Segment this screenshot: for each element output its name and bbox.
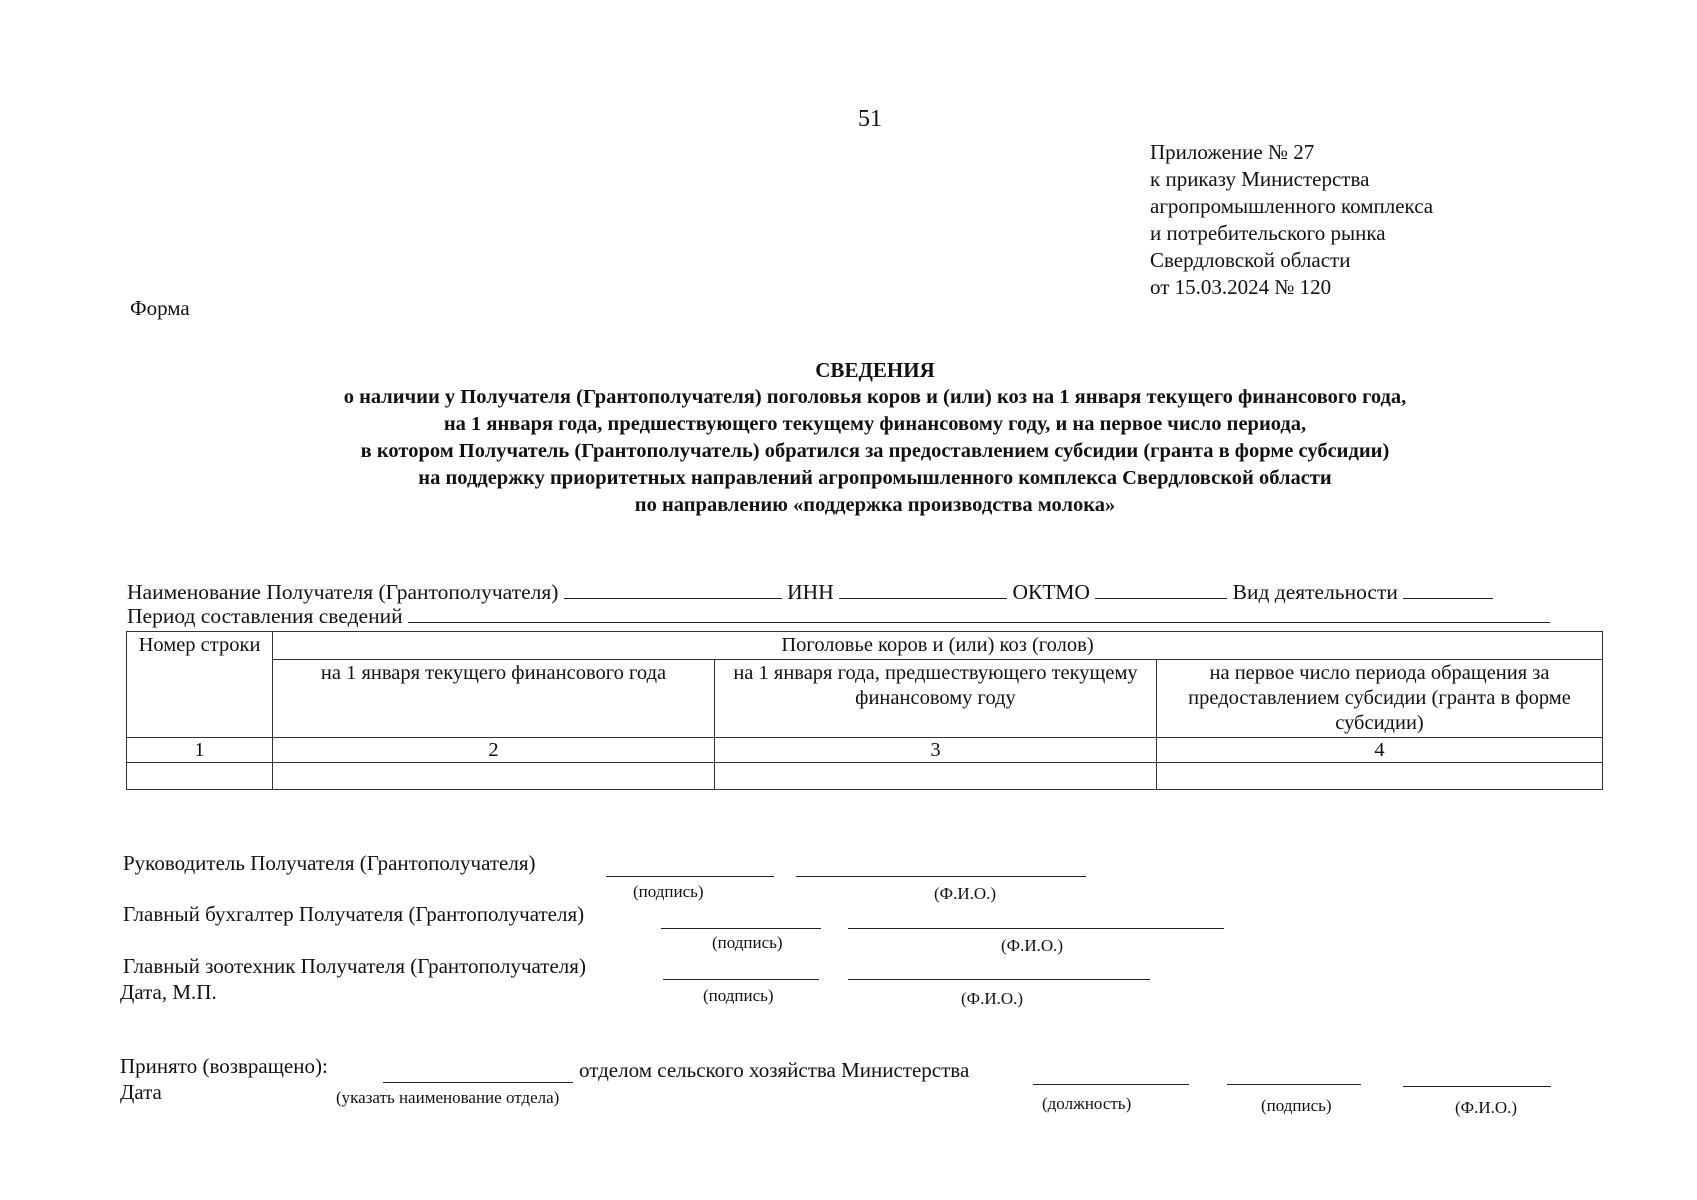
accountant-fio-field[interactable]	[848, 914, 1224, 929]
column-number: 2	[273, 738, 715, 763]
accepted-field[interactable]	[383, 1068, 573, 1083]
inn-label: ИНН	[787, 580, 834, 604]
period-field[interactable]	[408, 608, 1550, 623]
column-number: 4	[1157, 738, 1603, 763]
group-header: Поголовье коров и (или) коз (голов)	[273, 632, 1603, 660]
page-number: 51	[858, 106, 882, 132]
acceptance-fio-field[interactable]	[1403, 1072, 1551, 1087]
zootechnician-fio-hint: (Ф.И.О.)	[961, 989, 1024, 1008]
title-line: о наличии у Получателя (Грантополучателя) поголовья коров и (или) коз на 1 января текущего финансового года,	[343, 386, 1407, 408]
department-hint: (указать наименование отдела)	[336, 1088, 560, 1107]
date-stamp-label: Дата, М.П.	[120, 980, 217, 1004]
accountant-signature-label: Главный бухгалтер Получателя (Грантополучателя)	[123, 902, 585, 926]
head-signature-label: Руководитель Получателя (Грантополучателя)	[123, 851, 536, 875]
column-number: 1	[127, 738, 273, 763]
accountant-fio-hint: (Ф.И.О.)	[1001, 936, 1064, 955]
appendix-line: агропромышленного комплекса	[1150, 194, 1434, 218]
title-line: на поддержку приоритетных направлений агропромышленного комплекса Свердловской области	[418, 467, 1332, 489]
table-cell[interactable]	[127, 763, 273, 790]
oktmo-label: ОКТМО	[1012, 580, 1090, 604]
head-signature-field[interactable]	[606, 862, 774, 877]
accountant-signature-field[interactable]	[661, 914, 821, 929]
acceptance-signature-field[interactable]	[1227, 1070, 1361, 1085]
table-cell[interactable]	[715, 763, 1157, 790]
column-header: на 1 января года, предшествующего текущему финансовому году	[715, 660, 1157, 738]
accepted-label: Принято (возвращено):	[120, 1054, 328, 1078]
appendix-block	[1150, 139, 1433, 301]
zootechnician-signature-field[interactable]	[663, 965, 819, 980]
acceptance-fio-hint: (Ф.И.О.)	[1455, 1098, 1518, 1117]
head-signature-hint: (подпись)	[633, 882, 704, 901]
recipient-fields-row	[127, 580, 1493, 605]
position-field[interactable]	[1033, 1070, 1189, 1085]
appendix-line: и потребительского рынка	[1150, 221, 1386, 245]
zootechnician-signature-label: Главный зоотехник Получателя (Грантополучателя)	[123, 954, 586, 978]
appendix-line: к приказу Министерства	[1150, 167, 1370, 191]
period-label: Период составления сведений	[127, 604, 403, 628]
document-title	[150, 357, 1600, 519]
oktmo-field[interactable]	[1095, 584, 1227, 599]
title-line: по направлению «поддержка производства молока»	[634, 494, 1116, 516]
recipient-name-field[interactable]	[564, 584, 782, 599]
appendix-line: от 15.03.2024 № 120	[1150, 275, 1332, 299]
head-fio-field[interactable]	[796, 862, 1086, 877]
department-text: отделом сельского хозяйства Министерства	[579, 1058, 970, 1082]
title-line: на 1 января года, предшествующего текущему финансовому году, и на первое число периода,	[443, 413, 1307, 435]
zootechnician-signature-hint: (подпись)	[703, 986, 774, 1005]
period-row	[127, 604, 1550, 629]
title-heading: СВЕДЕНИЯ	[815, 358, 935, 382]
acceptance-date-label: Дата	[120, 1080, 162, 1104]
acceptance-signature-hint: (подпись)	[1261, 1096, 1332, 1115]
accountant-signature-hint: (подпись)	[712, 933, 783, 952]
column-header: на первое число периода обращения за предоставлением субсидии (гранта в форме субсидии)	[1157, 660, 1603, 738]
zootechnician-fio-field[interactable]	[848, 965, 1150, 980]
table-cell[interactable]	[1157, 763, 1603, 790]
column-number: 3	[715, 738, 1157, 763]
position-hint: (должность)	[1042, 1094, 1132, 1113]
form-label: Форма	[130, 296, 190, 320]
table-cell[interactable]	[273, 763, 715, 790]
column-header: на 1 января текущего финансового года	[273, 660, 715, 738]
title-line: в котором Получатель (Грантополучатель) обратился за предоставлением субсидии (гранта в форме субсидии)	[360, 440, 1390, 462]
activity-label: Вид деятельности	[1232, 580, 1398, 604]
livestock-table	[126, 631, 1603, 790]
appendix-line: Приложение № 27	[1150, 140, 1315, 164]
appendix-line: Свердловской области	[1150, 248, 1351, 272]
row-number-header: Номер строки	[127, 632, 273, 738]
inn-field[interactable]	[839, 584, 1007, 599]
recipient-name-label: Наименование Получателя (Грантополучателя)	[127, 580, 559, 604]
head-fio-hint: (Ф.И.О.)	[934, 884, 997, 903]
activity-field[interactable]	[1403, 584, 1493, 599]
